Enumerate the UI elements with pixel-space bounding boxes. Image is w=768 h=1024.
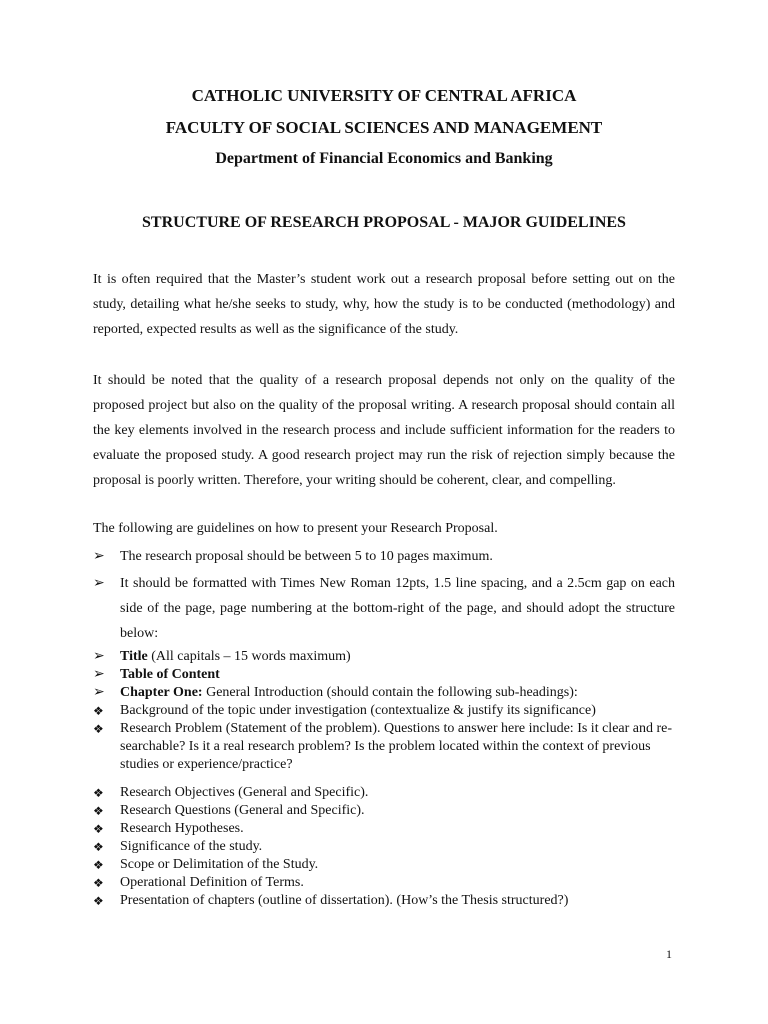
subheading-text: Research Questions (General and Specific). <box>120 803 365 818</box>
subheading-item <box>93 874 675 892</box>
subheading-item <box>93 720 675 774</box>
subheading-item <box>93 784 675 802</box>
guideline-item <box>93 546 675 568</box>
subheading-text: Significance of the study. <box>120 839 263 854</box>
subheading-text: Background of the topic under investigation (contextualize & justify its significance) <box>120 703 596 718</box>
subheading-text: Research Problem (Statement of the problem). Questions to answer here include: Is it clear and re-searchable? Is it a real research problem? Is the problem located within the context of previous studies or experience/practice? <box>120 721 673 772</box>
arrow-bullet-icon: ➢ <box>93 649 105 664</box>
subheading-item <box>93 892 675 910</box>
diamond-bullet-icon: ❖ <box>93 804 104 818</box>
diamond-bullet-icon: ❖ <box>93 894 104 908</box>
subheading-item <box>93 820 675 838</box>
guidelines-intro: The following are guidelines on how to present your Research Proposal. <box>93 521 498 536</box>
diamond-bullet-icon: ❖ <box>93 822 104 836</box>
university-name: CATHOLIC UNIVERSITY OF CENTRAL AFRICA <box>191 86 577 105</box>
arrow-bullet-icon: ➢ <box>93 549 105 564</box>
subheading-text: Presentation of chapters (outline of dissertation). (How’s the Thesis structured?) <box>120 893 569 908</box>
diamond-bullet-icon: ❖ <box>93 704 104 718</box>
diamond-bullet-icon: ❖ <box>93 858 104 872</box>
subheading-text: Research Hypotheses. <box>120 821 244 836</box>
page-number: 1 <box>666 947 672 961</box>
diamond-bullet-icon: ❖ <box>93 876 104 890</box>
department-name: Department of Financial Economics and Banking <box>215 150 553 167</box>
diamond-bullet-icon: ❖ <box>93 722 104 736</box>
paragraph-quality: It should be noted that the quality of a research proposal depends not only on the quality of the proposed project but also on the quality of the proposal writing. A research proposal should contain all the key elements involved in the research process and include sufficient information for the readers to evaluate the proposed study. A good research project may run the risk of rejection simply because the proposal is poorly written. Therefore, your writing should be coherent, clear, and compelling. <box>93 373 675 488</box>
diamond-bullet-icon: ❖ <box>93 786 104 800</box>
guideline-text: It should be formatted with Times New Roman 12pts, 1.5 line spacing, and a 2.5cm gap on each side of the page, page numbering at the bottom-right of the page, and should adopt the structure below: <box>120 576 675 641</box>
structure-item-chapter-one <box>93 684 675 702</box>
subheading-item <box>93 702 675 720</box>
guideline-item <box>93 571 675 646</box>
document-title: STRUCTURE OF RESEARCH PROPOSAL - MAJOR GUIDELINES <box>142 214 626 231</box>
faculty-name: FACULTY OF SOCIAL SCIENCES AND MANAGEMENT <box>165 118 603 137</box>
arrow-bullet-icon: ➢ <box>93 685 105 700</box>
subheading-text: Scope or Delimitation of the Study. <box>120 857 319 872</box>
subheading-item <box>93 856 675 874</box>
structure-label: Table of Content <box>120 667 220 682</box>
subheading-text: Operational Definition of Terms. <box>120 875 304 890</box>
structure-item-title <box>93 648 675 666</box>
structure-text: General Introduction (should contain the following sub-headings): <box>202 685 578 700</box>
paragraph-intro: It is often required that the Master’s student work out a research proposal before setting out on the study, detailing what he/she seeks to study, why, how the study is to be conducted (methodology) and reported, expected results as well as the significance of the study. <box>93 272 675 337</box>
structure-text: (All capitals – 15 words maximum) <box>147 649 351 664</box>
structure-item-toc <box>93 666 675 684</box>
guideline-text: The research proposal should be between 5 to 10 pages maximum. <box>120 549 493 564</box>
subheading-text: Research Objectives (General and Specific). <box>120 785 369 800</box>
subheading-item <box>93 838 675 856</box>
arrow-bullet-icon: ➢ <box>93 667 105 682</box>
subheading-item <box>93 802 675 820</box>
diamond-bullet-icon: ❖ <box>93 840 104 854</box>
structure-label: Chapter One: <box>120 685 203 700</box>
structure-label: Title <box>120 649 148 664</box>
arrow-bullet-icon: ➢ <box>93 576 105 591</box>
